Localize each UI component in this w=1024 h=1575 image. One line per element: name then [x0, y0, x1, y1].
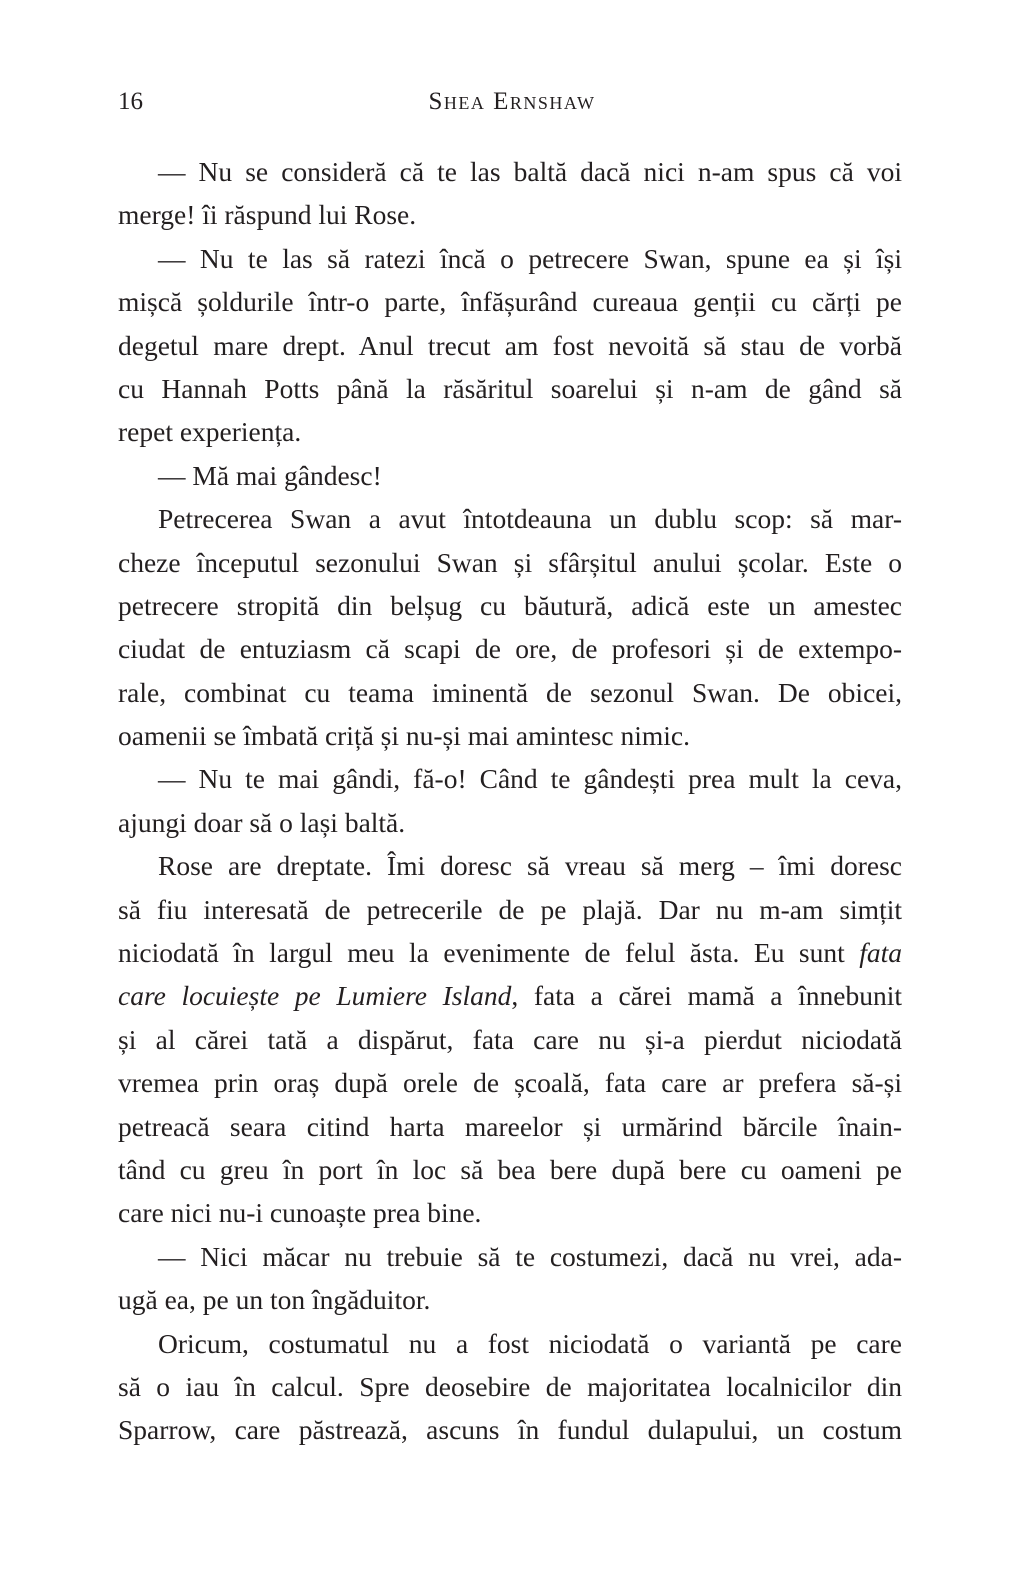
text-segment: — Nu te las să ratezi încă o petrecere Swan, spune ea și își	[158, 242, 902, 274]
text-line	[118, 1235, 902, 1278]
text-segment: tând cu greu în port în loc să bea bere după bere cu oameni pe	[118, 1153, 902, 1185]
text-line	[118, 1278, 902, 1321]
text-line	[118, 801, 902, 844]
text-segment: care nici nu-i cunoaște prea bine.	[118, 1197, 482, 1229]
text-line	[118, 541, 902, 584]
text-segment: niciodată în largul meu la evenimente de felul ăsta. Eu sunt	[118, 937, 860, 969]
text-segment: cu Hannah Potts până la răsăritul soarelui și n-am de gând să	[118, 372, 902, 404]
text-line	[118, 280, 902, 323]
text-segment: , fata a cărei mamă a înnebunit	[511, 980, 902, 1012]
text-line	[118, 627, 902, 670]
text-segment: — Nu se consideră că te las baltă dacă nici n-am spus că voi	[158, 156, 902, 187]
text-line	[118, 454, 902, 497]
text-segment: vremea prin oraș după orele de școală, fata care ar prefera să-și	[118, 1067, 902, 1099]
text-segment: Oricum, costumatul nu a fost niciodată o variantă pe care	[158, 1327, 902, 1359]
text-line	[118, 1061, 902, 1104]
text-line	[118, 410, 902, 453]
text-segment: și al cărei tată a dispărut, fata care nu și-a pierdut niciodată	[118, 1023, 902, 1055]
text-line	[118, 584, 902, 627]
text-segment: mișcă șoldurile într-o parte, înfășurând cureaua genții cu cărți pe	[118, 286, 902, 318]
text-segment: să fiu interesată de petrecerile de pe plajă. Dar nu m-am simțit	[118, 893, 902, 925]
text-segment: — Nu te mai gândi, fă-o! Când te gândești prea mult la ceva,	[158, 763, 902, 795]
text-segment: rale, combinat cu teama iminentă de sezonul Swan. De obicei,	[118, 676, 902, 708]
body-text	[118, 150, 902, 1452]
text-line	[118, 237, 902, 280]
text-segment: Petrecerea Swan a avut întotdeauna un dublu scop: să mar-	[158, 503, 902, 535]
text-segment: ugă ea, pe un ton îngăduitor.	[118, 1284, 431, 1316]
text-segment: oamenii se îmbată criță și nu-și mai amintesc nimic.	[118, 720, 690, 752]
italic-text: care locuiește pe Lumiere Island	[118, 980, 512, 1012]
page-number: 16	[118, 88, 143, 115]
text-line	[118, 497, 902, 540]
italic-text: fata	[859, 937, 902, 969]
text-line	[118, 757, 902, 800]
text-line	[118, 931, 902, 974]
text-segment: merge! îi răspund lui Rose.	[118, 199, 417, 231]
text-segment: Sparrow, care păstrează, ascuns în fundul dulapului, un costum	[118, 1414, 902, 1446]
text-segment: cheze începutul sezonului Swan și sfârșitul anului școlar. Este o	[118, 546, 902, 578]
text-line	[118, 1365, 902, 1408]
text-line	[118, 367, 902, 410]
text-segment: ciudat de entuziasm că scapi de ore, de profesori și de extempo-	[118, 633, 902, 665]
text-segment: ajungi doar să o lași baltă.	[118, 806, 406, 838]
text-line	[118, 888, 902, 931]
text-line	[118, 844, 902, 887]
text-segment: degetul mare drept. Anul trecut am fost nevoită să stau de vorbă	[118, 329, 902, 361]
text-line	[118, 1018, 902, 1061]
text-line	[118, 671, 902, 714]
text-line	[118, 1191, 902, 1234]
running-head-author: Shea Ernshaw	[428, 88, 596, 115]
text-segment: repet experiența.	[118, 416, 302, 448]
text-segment: — Mă mai gândesc!	[158, 459, 382, 491]
text-line	[118, 974, 902, 1017]
text-line	[118, 1148, 902, 1191]
text-line	[118, 193, 902, 236]
text-line	[118, 150, 902, 193]
text-segment: petrecere stropită din belșug cu băutură, adică este un amestec	[118, 589, 902, 621]
text-line	[118, 1105, 902, 1148]
text-segment: Rose are dreptate. Îmi doresc să vreau să merg – îmi doresc	[158, 850, 902, 882]
text-line	[118, 1322, 902, 1365]
text-segment: petreacă seara citind harta mareelor și urmărind bărcile înain-	[118, 1110, 902, 1142]
text-line	[118, 324, 902, 367]
text-segment: — Nici măcar nu trebuie să te costumezi, dacă nu vrei, ada-	[158, 1240, 902, 1272]
text-segment: să o iau în calcul. Spre deosebire de majoritatea localnicilor din	[118, 1370, 902, 1402]
text-line	[118, 1408, 902, 1451]
text-line	[118, 714, 902, 757]
